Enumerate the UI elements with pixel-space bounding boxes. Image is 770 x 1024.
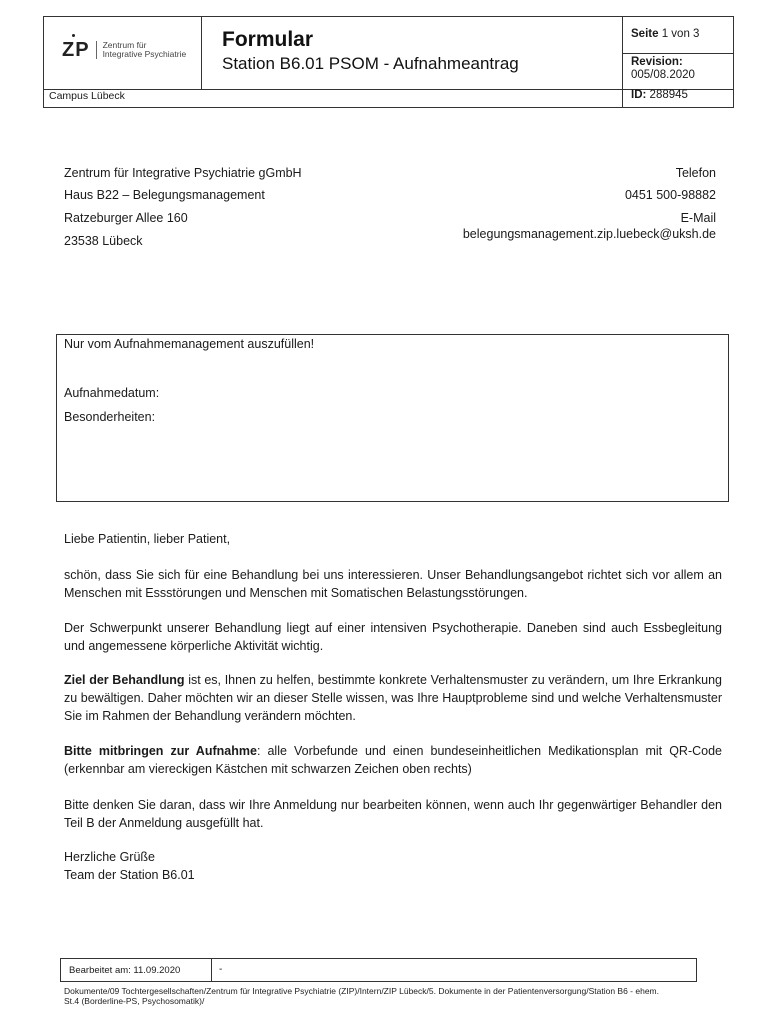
- address-line2: Haus B22 – Belegungsmanagement: [64, 188, 265, 202]
- letter-paragraph-5: Bitte denken Sie daran, dass wir Ihre Anmeldung nur bearbeiten können, wenn auch Ihr gegenwärtiger Behandler den Teil B der Anmeldung ausgefüllt hat.: [64, 798, 722, 830]
- zip-logo: [62, 40, 186, 60]
- admission-date-label: Aufnahmedatum:: [64, 386, 160, 400]
- revision-label: Revision:: [631, 56, 683, 68]
- logo-mark: ZP: [62, 40, 90, 60]
- notes-label: Besonderheiten:: [64, 410, 156, 424]
- logo-line1: Zentrum für: [102, 40, 147, 50]
- footer-table: [60, 958, 697, 982]
- letter-paragraph-2: Der Schwerpunkt unserer Behandlung liegt auf einer intensiven Psychotherapie. Daneben sind auch Essbegleitung und angemessene körperliche Aktivität wichtig.: [64, 621, 722, 653]
- form-title: Formular: [222, 28, 314, 51]
- revision-value: 005/08.2020: [631, 69, 695, 81]
- letter-paragraph-1: schön, dass Sie sich für eine Behandlung bei uns interessieren. Unser Behandlungsangebot richtet sich vor allem an Menschen mit Essstörungen und Menschen mit Somatischen Belastungsstörungen.: [64, 568, 722, 600]
- logo-line2: Integrative Psychiatrie: [102, 49, 187, 59]
- letter-closing-2: Team der Station B6.01: [64, 868, 195, 882]
- email-value[interactable]: belegungsmanagement.zip.luebeck@uksh.de: [462, 227, 716, 241]
- box-heading: Nur vom Aufnahmemanagement auszufüllen!: [64, 337, 315, 351]
- document-id: ID: 288945: [631, 89, 688, 101]
- address-line3: Ratzeburger Allee 160: [64, 211, 188, 225]
- letter-greeting: Liebe Patientin, lieber Patient,: [64, 532, 231, 546]
- phone-value: 0451 500-98882: [624, 188, 716, 202]
- letter-paragraph-3: Ziel der Behandlung ist es, Ihnen zu helfen, bestimmte konkrete Verhaltensmuster zu verändern, um Ihre Erkrankung zu bewältigen. Daher möchten wir an dieser Stelle wissen, was Ihre Hauptprobleme sind und welche Verhaltensmuster Sie im Rahmen der Behandlung verändern möchten.: [64, 673, 722, 723]
- address-line1: Zentrum für Integrative Psychiatrie gGmbH: [64, 166, 302, 180]
- document-path: Dokumente/09 Tochtergesellschaften/Zentrum für Integrative Psychiatrie (ZIP)/Intern/ZIP Lübeck/5. Dokumente in der Patientenversorgung/Station B6 - ehem. St.4 (Borderline-PS, Psychosomatik)/: [64, 986, 659, 1006]
- letter-closing-1: Herzliche Grüße: [64, 850, 155, 864]
- form-subtitle: Station B6.01 PSOM - Aufnahmeantrag: [222, 54, 519, 73]
- edited-date: Bearbeitet am: 11.09.2020: [69, 965, 181, 976]
- page-indicator: Seite 1 von 3: [631, 28, 700, 40]
- letter-paragraph-4: Bitte mitbringen zur Aufnahme: alle Vorbefunde und einen bundeseinheitlichen Medikationsplan mit QR-Code (erkennbar am viereckigen Kästchen mit schwarzen Zeichen oben rechts): [64, 744, 722, 776]
- edited-note: -: [219, 964, 223, 975]
- phone-label: Telefon: [675, 166, 716, 180]
- logo-text: [103, 41, 187, 59]
- email-label: E-Mail: [680, 211, 716, 225]
- admission-management-box: [56, 334, 729, 502]
- campus-label: Campus Lübeck: [49, 90, 125, 102]
- address-line4: 23538 Lübeck: [64, 234, 143, 248]
